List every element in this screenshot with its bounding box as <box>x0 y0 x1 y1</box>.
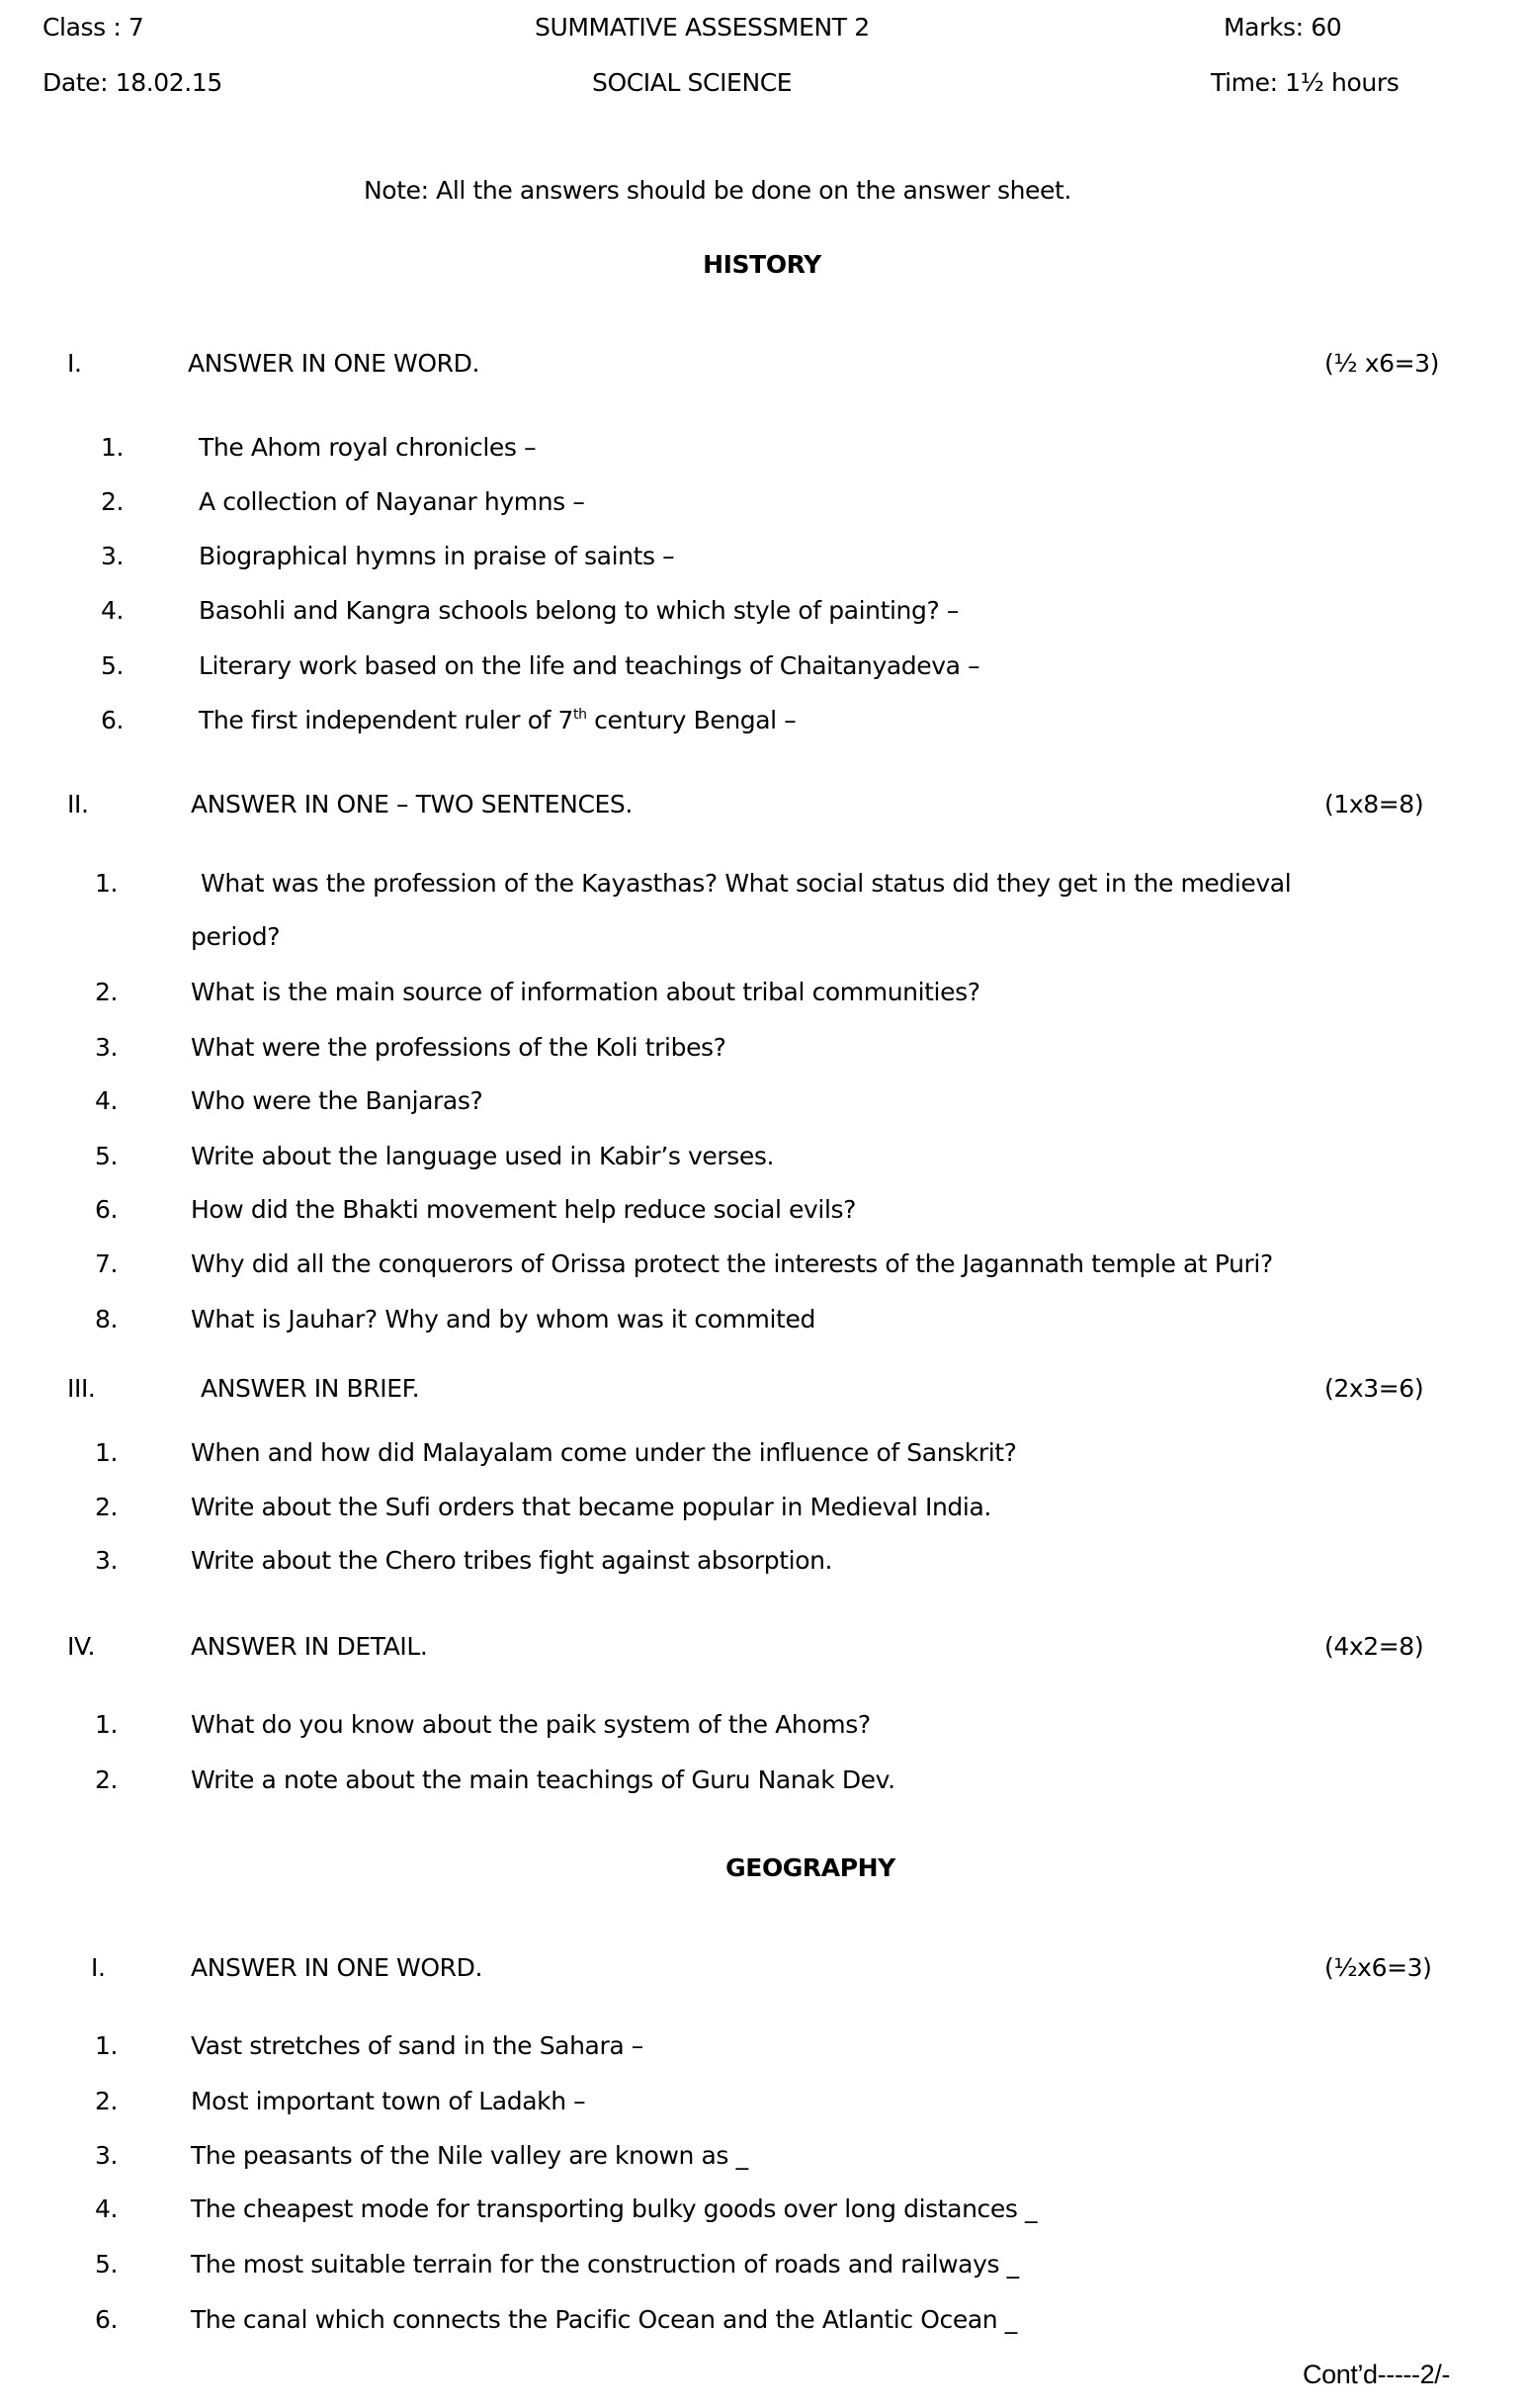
question-number: 4. <box>95 1086 119 1115</box>
question-text <box>199 704 796 737</box>
question-text: When and how did Malayalam come under the influence of Sanskrit? <box>191 1438 1017 1467</box>
question-text: What do you know about the paik system of the Ahoms? <box>191 1710 871 1739</box>
section-number: II. <box>67 790 89 818</box>
question-number: 1. <box>95 2031 119 2060</box>
time-label: Time: 1½ hours <box>1211 68 1400 97</box>
question-number: 2. <box>95 2087 119 2115</box>
question-number: 2. <box>95 1765 119 1794</box>
question-text: Who were the Banjaras? <box>191 1086 483 1115</box>
date-label: Date: 18.02.15 <box>42 68 222 97</box>
question-text: How did the Bhakti movement help reduce social evils? <box>191 1195 857 1224</box>
question-number: 3. <box>95 1033 119 1062</box>
question-number: 1. <box>101 433 125 462</box>
question-text-part: The first independent ruler of 7 <box>199 706 574 734</box>
question-text: The peasants of the Nile valley are known as _ <box>191 2141 748 2170</box>
question-number: 2. <box>95 1493 119 1521</box>
section-title: ANSWER IN ONE WORD. <box>191 1953 483 1982</box>
question-number: 3. <box>101 542 125 570</box>
question-text: The Ahom royal chronicles – <box>199 433 537 462</box>
question-text: Biographical hymns in praise of saints – <box>199 542 675 570</box>
question-number: 5. <box>95 1142 119 1170</box>
section-marks: (½x6=3) <box>1324 1953 1432 1982</box>
history-heading: HISTORY <box>703 250 821 279</box>
marks-label: Marks: 60 <box>1224 13 1342 42</box>
question-text: Write about the Chero tribes fight against absorption. <box>191 1546 833 1575</box>
question-number: 4. <box>101 596 125 625</box>
question-number: 7. <box>95 1249 119 1278</box>
section-marks: (2x3=6) <box>1324 1374 1424 1403</box>
question-number: 1. <box>95 869 119 898</box>
subject-label: SOCIAL SCIENCE <box>592 68 793 97</box>
question-text: Write about the Sufi orders that became popular in Medieval India. <box>191 1493 991 1521</box>
question-text: A collection of Nayanar hymns – <box>199 487 585 516</box>
section-title: ANSWER IN DETAIL. <box>191 1632 428 1661</box>
superscript: th <box>573 707 587 723</box>
question-number: 2. <box>95 978 119 1006</box>
question-text: The canal which connects the Pacific Ocean and the Atlantic Ocean _ <box>191 2305 1017 2334</box>
question-number: 3. <box>95 1546 119 1575</box>
question-text: What is Jauhar? Why and by whom was it commited <box>191 1305 815 1333</box>
question-number: 1. <box>95 1438 119 1467</box>
continued-footer: Cont’d-----2/- <box>1303 2360 1450 2389</box>
question-text: Most important town of Ladakh – <box>191 2087 586 2115</box>
section-number: I. <box>67 349 82 378</box>
question-text: What were the professions of the Koli tribes? <box>191 1033 726 1062</box>
question-number: 3. <box>95 2141 119 2170</box>
question-text: The cheapest mode for transporting bulky goods over long distances _ <box>191 2194 1038 2223</box>
question-text: What was the profession of the Kayasthas? What social status did they get in the medieval <box>201 869 1292 898</box>
section-marks: (½ x6=3) <box>1324 349 1440 378</box>
question-text: Vast stretches of sand in the Sahara – <box>191 2031 643 2060</box>
section-marks: (4x2=8) <box>1324 1632 1424 1661</box>
exam-title: SUMMATIVE ASSESSMENT 2 <box>535 13 870 42</box>
question-number: 2. <box>101 487 125 516</box>
question-text: The most suitable terrain for the construction of roads and railways _ <box>191 2250 1019 2279</box>
question-number: 6. <box>95 1195 119 1224</box>
question-number: 5. <box>101 651 125 680</box>
section-number: I. <box>91 1953 106 1982</box>
question-text: Write a note about the main teachings of Guru Nanak Dev. <box>191 1765 895 1794</box>
section-number: III. <box>67 1374 96 1403</box>
class-label: Class : 7 <box>42 13 144 42</box>
section-marks: (1x8=8) <box>1324 790 1424 818</box>
question-text: Write about the language used in Kabir’s verses. <box>191 1142 775 1170</box>
section-title: ANSWER IN ONE – TWO SENTENCES. <box>191 790 633 818</box>
section-title: ANSWER IN BRIEF. <box>201 1374 420 1403</box>
question-text: Basohli and Kangra schools belong to which style of painting? – <box>199 596 959 625</box>
question-number: 4. <box>95 2194 119 2223</box>
question-number: 1. <box>95 1710 119 1739</box>
section-number: IV. <box>67 1632 95 1661</box>
question-text: Literary work based on the life and teachings of Chaitanyadeva – <box>199 651 980 680</box>
question-number: 6. <box>95 2305 119 2334</box>
question-number: 5. <box>95 2250 119 2279</box>
question-number: 8. <box>95 1305 119 1333</box>
question-text: Why did all the conquerors of Orissa protect the interests of the Jagannath temple at Puri? <box>191 1249 1273 1278</box>
note: Note: All the answers should be done on the answer sheet. <box>364 176 1071 205</box>
section-title: ANSWER IN ONE WORD. <box>188 349 480 378</box>
question-text-continued: period? <box>191 922 281 951</box>
question-number: 6. <box>101 706 125 734</box>
question-text-part: century Bengal – <box>586 706 797 734</box>
question-text: What is the main source of information about tribal communities? <box>191 978 980 1006</box>
geography-heading: GEOGRAPHY <box>725 1853 895 1882</box>
